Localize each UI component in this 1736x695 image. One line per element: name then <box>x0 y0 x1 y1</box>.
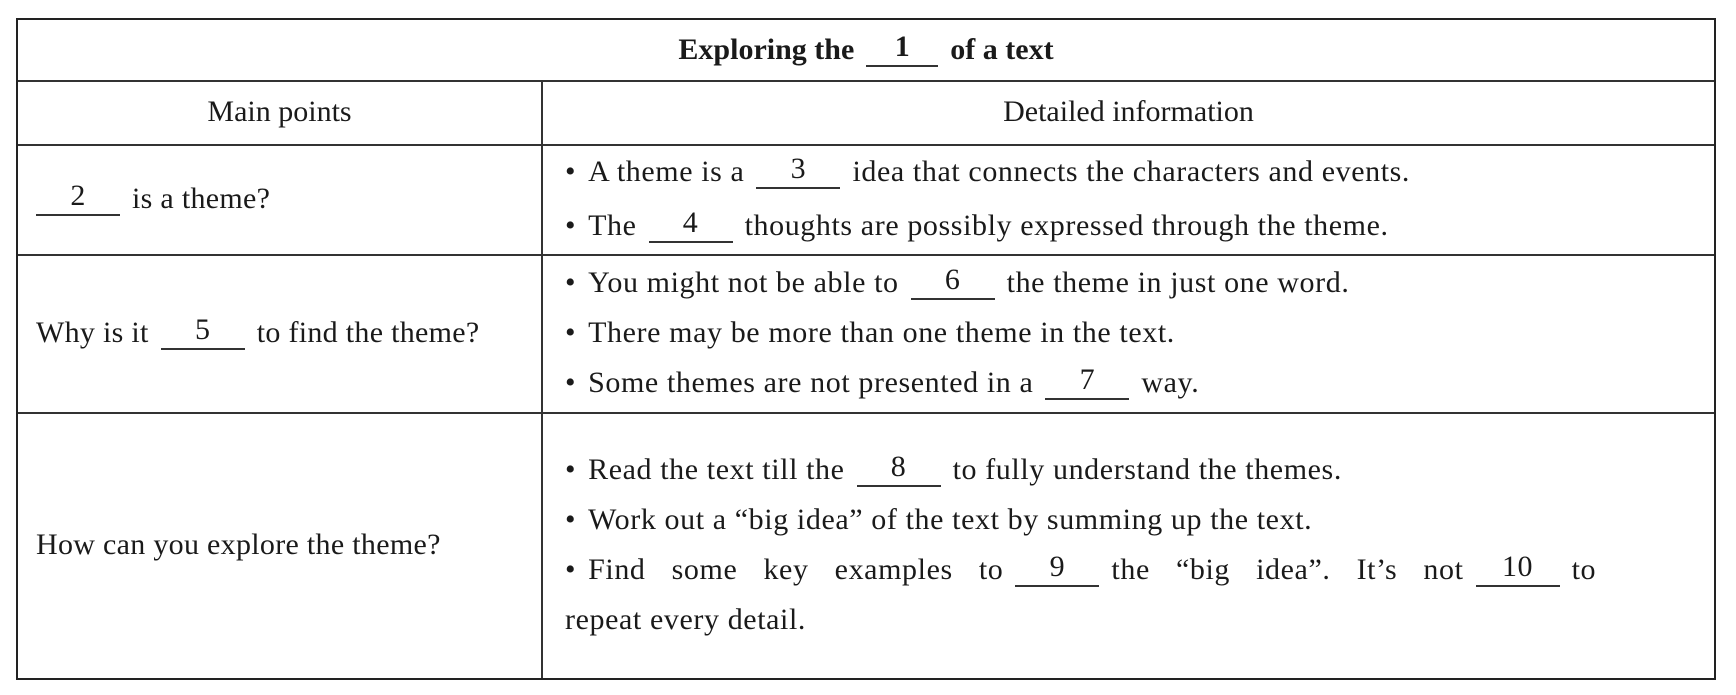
bullet-icon: • <box>565 316 577 349</box>
detail-item <box>565 495 1312 545</box>
bullet-icon: • <box>565 503 577 536</box>
detail-text: Work out a “big idea” of the text by summing up the text. <box>588 503 1313 536</box>
detail-text: the “big idea”. It’s not <box>1111 553 1464 586</box>
title-before: Exploring the <box>678 33 855 66</box>
bullet-icon: • <box>565 266 577 299</box>
row1-details <box>543 144 1714 254</box>
detail-item <box>565 545 1596 595</box>
detail-text: thoughts are possibly expressed through the theme. <box>744 209 1389 242</box>
row1-question <box>18 144 541 254</box>
row1-question-text: is a theme? <box>132 182 271 215</box>
detail-item <box>565 145 1410 199</box>
bullet-icon: • <box>565 453 577 486</box>
row2-question-before: Why is it <box>36 316 149 349</box>
detail-text: A theme is a <box>588 155 745 188</box>
bullet-icon: • <box>565 209 577 242</box>
detail-text: the theme in just one word. <box>1006 266 1350 299</box>
blank-5: 5 <box>161 316 245 350</box>
blank-3: 3 <box>756 155 840 189</box>
header-main-points <box>18 80 541 144</box>
detail-item <box>565 258 1349 308</box>
detail-text: Some themes are not presented in a <box>588 366 1034 399</box>
detail-text: to fully understand the themes. <box>952 453 1342 486</box>
blank-6: 6 <box>911 266 995 300</box>
bullet-icon: • <box>565 553 577 586</box>
detail-text: There may be more than one theme in the text. <box>588 316 1175 349</box>
title-after: of a text <box>950 33 1054 66</box>
bullet-icon: • <box>565 155 577 188</box>
detail-text: way. <box>1141 366 1200 399</box>
detail-item <box>565 358 1199 408</box>
blank-8: 8 <box>857 453 941 487</box>
blank-9: 9 <box>1015 553 1099 587</box>
detail-item <box>565 445 1342 495</box>
detail-text: The <box>588 209 637 242</box>
worksheet-table <box>16 18 1716 680</box>
header-main-points-label: Main points <box>207 95 352 128</box>
header-detailed-info <box>543 80 1714 144</box>
row3-question-text: How can you explore the theme? <box>36 528 441 561</box>
detail-item <box>565 199 1389 253</box>
detail-text: to <box>1571 553 1597 586</box>
bullet-icon: • <box>565 366 577 399</box>
detail-continuation <box>565 595 806 645</box>
row3-details <box>543 412 1714 678</box>
row2-question <box>18 254 541 412</box>
row2-question-after: to find the theme? <box>256 316 480 349</box>
detail-text: You might not be able to <box>588 266 899 299</box>
blank-2: 2 <box>36 182 120 216</box>
row2-details <box>543 254 1714 412</box>
row3-question <box>18 412 541 678</box>
detail-item <box>565 308 1175 358</box>
detail-text: Find some key examples to <box>588 553 1004 586</box>
header-detailed-info-label: Detailed information <box>1003 95 1254 128</box>
blank-1: 1 <box>866 33 938 67</box>
blank-7: 7 <box>1045 366 1129 400</box>
table-title <box>18 20 1714 80</box>
blank-4: 4 <box>649 209 733 243</box>
detail-text: idea that connects the characters and events. <box>852 155 1411 188</box>
detail-text: repeat every detail. <box>565 603 807 636</box>
blank-10: 10 <box>1476 553 1560 587</box>
detail-text: Read the text till the <box>588 453 845 486</box>
